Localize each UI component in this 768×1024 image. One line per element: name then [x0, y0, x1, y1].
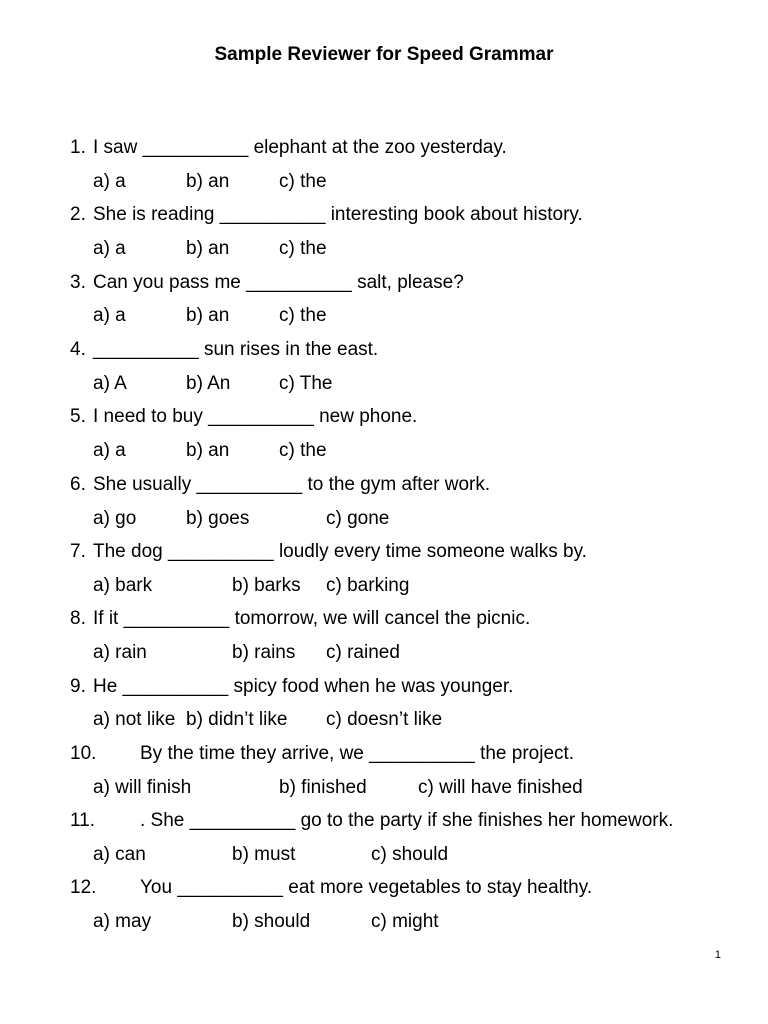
question-text: Can you pass me __________ salt, please?	[93, 272, 464, 293]
question-number: 9.	[70, 676, 86, 697]
option-c: c) should	[371, 844, 449, 865]
option-b: b) barks	[232, 575, 301, 596]
option-b: b) an	[186, 440, 230, 461]
question-number: 4.	[70, 339, 86, 360]
question-number: 1.	[70, 137, 86, 158]
document-title: Sample Reviewer for Speed Grammar	[214, 44, 554, 65]
question-1	[70, 109, 507, 161]
question-number: 5.	[70, 406, 86, 427]
option-b: b) didn’t like	[186, 709, 288, 730]
option-a: a) A	[93, 373, 127, 394]
option-a: a) can	[93, 844, 146, 865]
page-number: 1	[714, 949, 721, 961]
option-b: b) rains	[232, 642, 296, 663]
question-text: He __________ spicy food when he was younger.	[93, 676, 514, 697]
options-1	[93, 143, 327, 195]
question-text: By the time they arrive, we __________ the project.	[140, 743, 575, 764]
options-3	[93, 277, 327, 329]
option-b: b) finished	[279, 777, 367, 798]
option-c: c) doesn’t like	[326, 709, 443, 730]
question-text: I saw __________ elephant at the zoo yesterday.	[93, 137, 507, 158]
option-a: a) a	[93, 305, 126, 326]
question-number: 12.	[70, 877, 97, 898]
question-text: I need to buy __________ new phone.	[93, 406, 418, 427]
option-a: a) rain	[93, 642, 147, 663]
question-number: 8.	[70, 608, 86, 629]
options-7	[93, 547, 410, 599]
question-text: She is reading __________ interesting book about history.	[93, 204, 583, 225]
option-c: c) barking	[326, 575, 410, 596]
question-text: If it __________ tomorrow, we will cancel the picnic.	[93, 608, 531, 629]
option-a: a) a	[93, 238, 126, 259]
question-text: The dog __________ loudly every time someone walks by.	[93, 541, 587, 562]
options-2	[93, 210, 327, 262]
option-b: b) an	[186, 171, 230, 192]
option-b: b) an	[186, 238, 230, 259]
option-b: b) must	[232, 844, 296, 865]
option-a: a) go	[93, 508, 137, 529]
question-number: 6.	[70, 474, 86, 495]
option-c: c) rained	[326, 642, 400, 663]
question-number: 7.	[70, 541, 86, 562]
option-b: b) An	[186, 373, 231, 394]
option-a: a) may	[93, 911, 152, 932]
options-11	[93, 816, 449, 868]
option-b: b) goes	[186, 508, 250, 529]
question-number: 10.	[70, 743, 97, 764]
question-number: 11.	[70, 810, 96, 831]
option-a: a) not like	[93, 709, 176, 730]
option-c: c) the	[279, 440, 327, 461]
option-a: a) will finish	[93, 777, 192, 798]
option-a: a) bark	[93, 575, 153, 596]
question-text: __________ sun rises in the east.	[93, 339, 379, 360]
option-c: c) the	[279, 305, 327, 326]
options-12	[93, 883, 439, 935]
question-text: She usually __________ to the gym after work.	[93, 474, 491, 495]
option-c: c) the	[279, 238, 327, 259]
question-number: 2.	[70, 204, 86, 225]
option-a: a) a	[93, 171, 126, 192]
option-c: c) will have finished	[418, 777, 583, 798]
option-c: c) The	[279, 373, 333, 394]
option-a: a) a	[93, 440, 126, 461]
question-number: 3.	[70, 272, 86, 293]
option-c: c) gone	[326, 508, 390, 529]
question-text: . She __________ go to the party if she finishes her homework.	[140, 810, 674, 831]
option-c: c) might	[371, 911, 439, 932]
option-b: b) an	[186, 305, 230, 326]
question-text: You __________ eat more vegetables to stay healthy.	[140, 877, 593, 898]
option-c: c) the	[279, 171, 327, 192]
option-b: b) should	[232, 911, 311, 932]
